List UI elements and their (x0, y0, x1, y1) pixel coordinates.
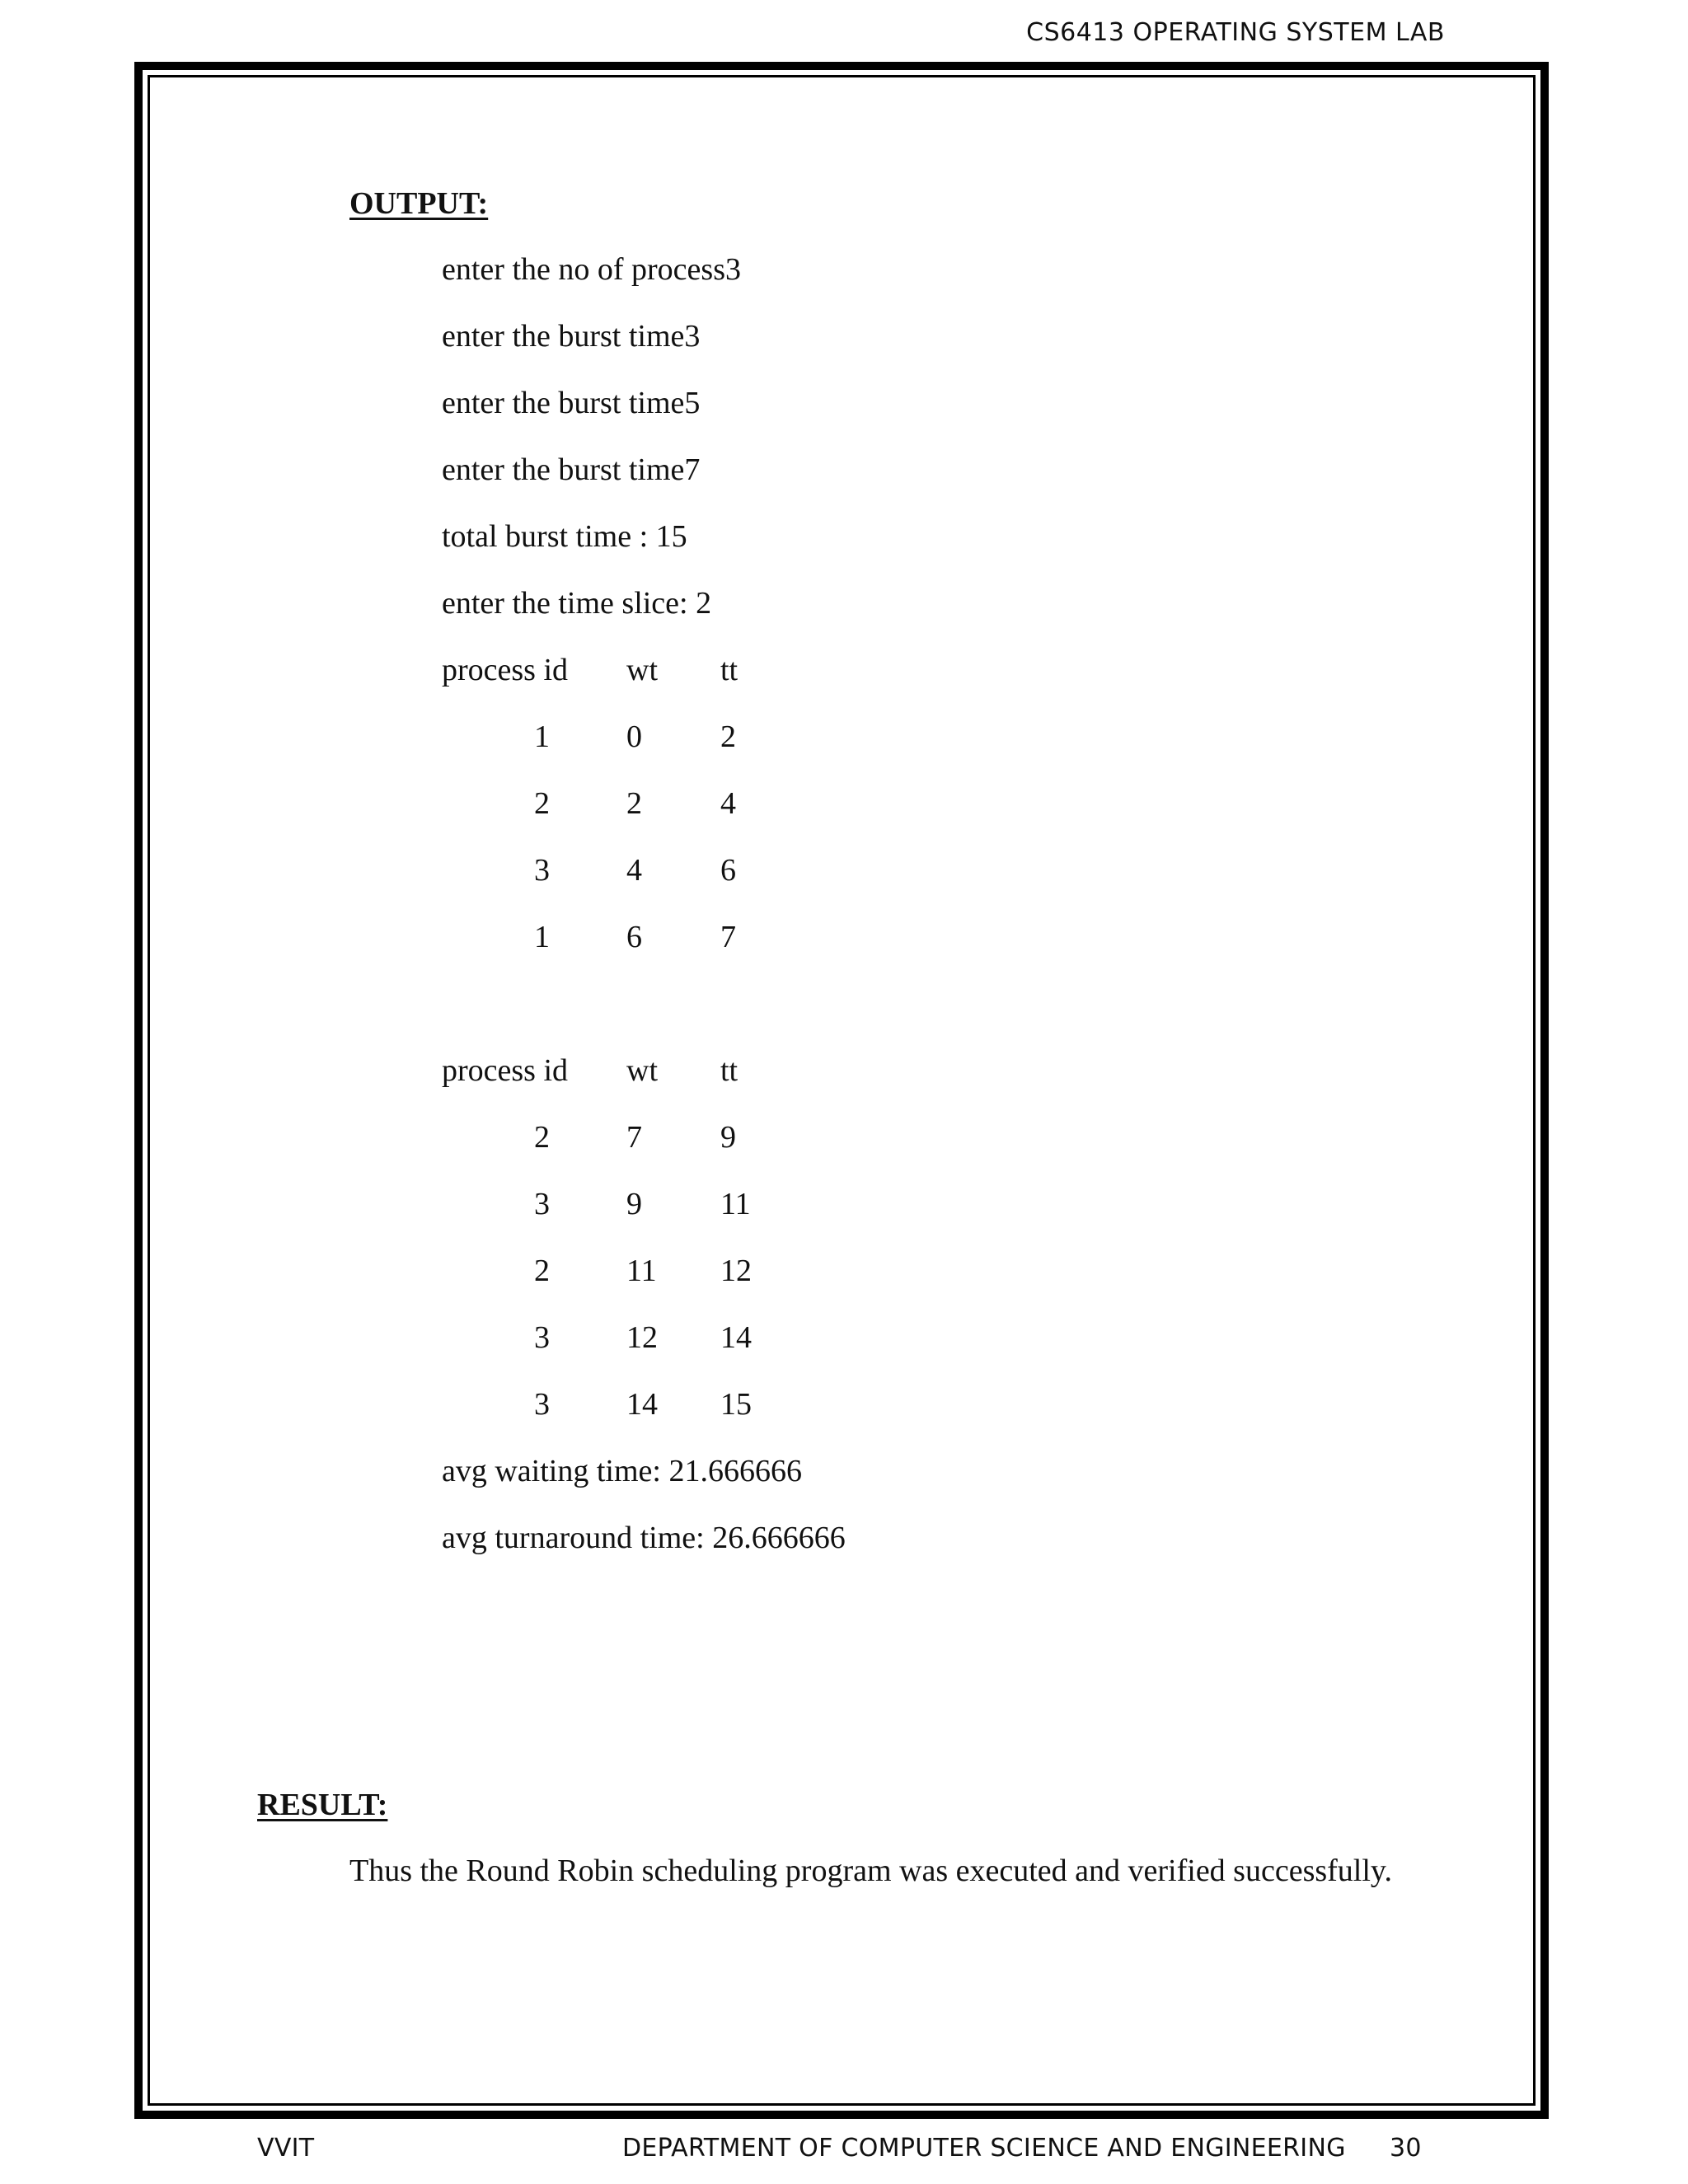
table-header: wt (626, 653, 658, 687)
table-cell: 7 (626, 1120, 642, 1155)
table-cell: 11 (626, 1254, 657, 1288)
table-cell: 0 (626, 719, 642, 754)
table-cell: 2 (720, 719, 736, 754)
table-cell: 15 (720, 1387, 752, 1422)
footer-page-number: 30 (1390, 2134, 1422, 2163)
output-line: enter the time slice: 2 (442, 586, 712, 621)
output-line: enter the burst time3 (442, 319, 701, 354)
footer-institution: VVIT (257, 2134, 315, 2163)
table-cell: 2 (534, 786, 550, 821)
table-cell: 9 (720, 1120, 736, 1155)
table-cell: 14 (626, 1387, 658, 1422)
table-cell: 3 (534, 853, 550, 888)
table-cell: 12 (720, 1254, 752, 1288)
avg-turnaround-time: avg turnaround time: 26.666666 (442, 1521, 846, 1555)
table-cell: 7 (720, 920, 736, 954)
table-cell: 1 (534, 920, 550, 954)
table-header: process id (442, 1053, 569, 1088)
table-cell: 6 (626, 920, 642, 954)
table-cell: 2 (534, 1120, 550, 1155)
footer-department: DEPARTMENT OF COMPUTER SCIENCE AND ENGINEERING (622, 2134, 1346, 2163)
table-cell: 2 (534, 1254, 550, 1288)
result-text: Thus the Round Robin scheduling program was executed and verified successfully. (349, 1854, 1392, 1888)
table-cell: 1 (534, 719, 550, 754)
table-cell: 2 (626, 786, 642, 821)
output-line: enter the burst time5 (442, 386, 701, 420)
table-header: wt (626, 1053, 658, 1088)
table-header: tt (720, 1053, 738, 1088)
table-cell: 12 (626, 1320, 658, 1355)
output-line: total burst time : 15 (442, 519, 687, 554)
table-cell: 3 (534, 1187, 550, 1221)
table-cell: 3 (534, 1387, 550, 1422)
table-header: process id (442, 653, 569, 687)
table-cell: 6 (720, 853, 736, 888)
table-cell: 4 (626, 853, 642, 888)
table-cell: 4 (720, 786, 736, 821)
page-header-title: CS6413 OPERATING SYSTEM LAB (1026, 18, 1445, 47)
table-cell: 9 (626, 1187, 642, 1221)
table-cell: 3 (534, 1320, 550, 1355)
avg-waiting-time: avg waiting time: 21.666666 (442, 1454, 802, 1488)
table-header: tt (720, 653, 738, 687)
output-heading: OUTPUT: (349, 186, 489, 221)
table-cell: 11 (720, 1187, 751, 1221)
output-line: enter the no of process3 (442, 252, 741, 287)
output-line: enter the burst time7 (442, 452, 701, 487)
table-cell: 14 (720, 1320, 752, 1355)
result-heading: RESULT: (257, 1788, 388, 1822)
